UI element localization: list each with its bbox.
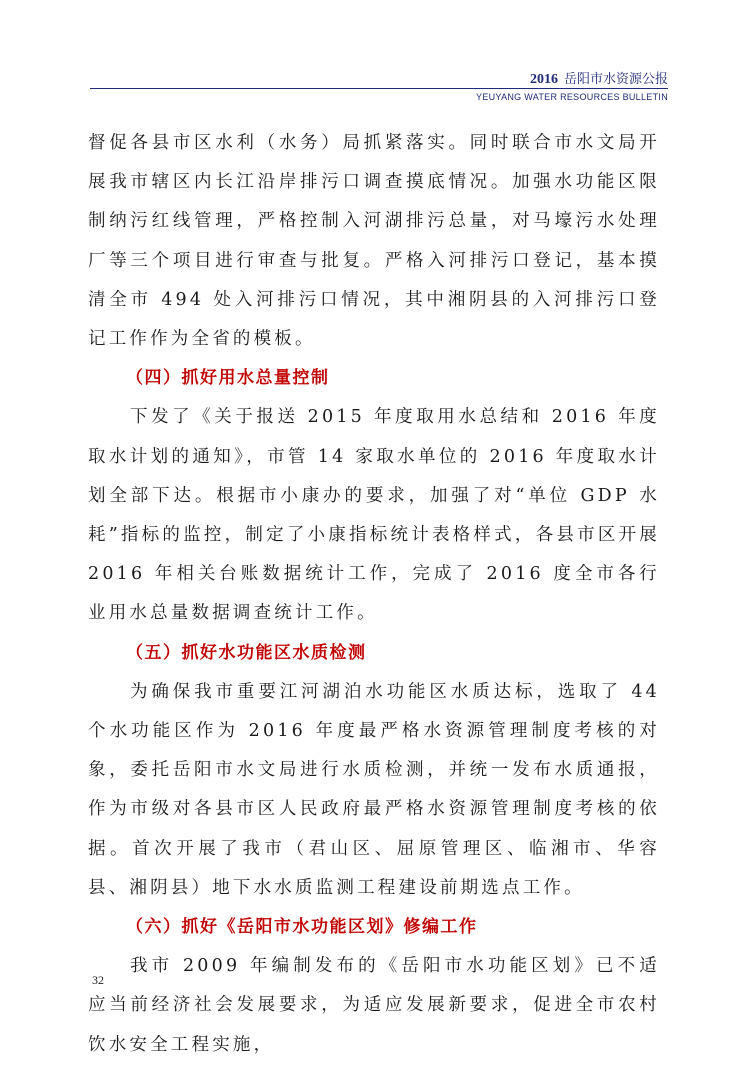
header-year: 2016 xyxy=(529,72,558,87)
header-divider xyxy=(90,88,668,89)
page-body xyxy=(88,124,660,1065)
page-number: 32 xyxy=(92,973,104,987)
header-subtitle: YEUYANG WATER RESOURCES BULLETIN xyxy=(476,92,668,102)
paragraph-water-use-control: 下发了《关于报送 2015 年度取用水总结和 2016 年度取水计划的通知》，市管 14 家取水单位的 2016 年度取水计划全部下达。根据市小康办的要求，加强了对“单位 GDP 水耗”指标的监控，制定了小康指标统计表格样式，各县市区开展 2016 年相关台账数据统计工作，完成了 2016 度全市各行业用水总量数据调查统计工作。 xyxy=(88,407,660,624)
section-heading-5: （五）抓好水功能区水质检测 xyxy=(126,642,367,663)
paragraph-zoning-revision: 我市 2009 年编制发布的《岳阳市水功能区划》已不适应当前经济社会发展要求，为适应发展新要求，促进全市农村饮水安全工程实施， xyxy=(88,956,660,1055)
paragraph-continued: 督促各县市区水利（水务）局抓紧落实。同时联合市水文局开展我市辖区内长江沿岸排污口调查摸底情况。加强水功能区限制纳污红线管理，严格控制入河湖排污总量，对马壕污水处理厂等三个项目进行审查与批复。严格入河排污口登记，基本摸清全市 494 处入河排污口情况，其中湘阴县的入河排污口登记工作作为全省的模板。 xyxy=(88,133,660,350)
paragraph-water-quality-testing: 为确保我市重要江河湖泊水功能区水质达标，选取了 44 个水功能区作为 2016 年度最严格水资源管理制度考核的对象，委托岳阳市水文局进行水质检测，并统一发布水质通报，作为市级对各县市区人民政府最严格水资源管理制度考核的依据。首次开展了我市（君山区、屈原管理区、临湘市、华容县、湘阴县）地下水水质监测工程建设前期选点工作。 xyxy=(88,681,660,898)
section-heading-6: （六）抓好《岳阳市水功能区划》修编工作 xyxy=(126,917,478,938)
section-heading-4: （四）抓好用水总量控制 xyxy=(126,368,330,389)
header-bulletin-name: 岳阳市水资源公报 xyxy=(563,72,668,87)
header-title xyxy=(530,72,668,88)
running-header xyxy=(530,72,668,88)
